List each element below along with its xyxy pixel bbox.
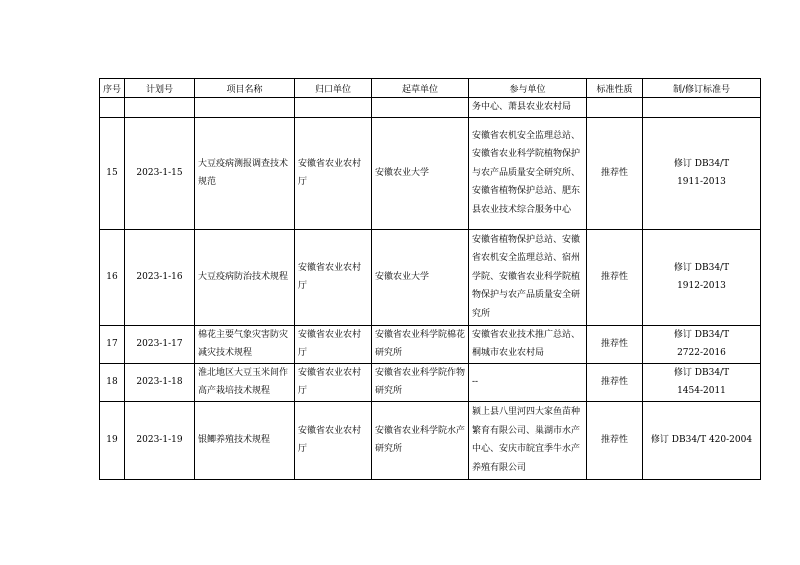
table-row (100, 363, 761, 401)
cell-empty (100, 98, 125, 118)
cell-project-name: 大豆疫病防治技术规程 (195, 229, 295, 325)
cell-empty (295, 98, 372, 118)
standard-number-line: 1454-2011 (677, 386, 726, 396)
cell-drafting-unit: 安徽省农业科学院水产研究所 (372, 401, 469, 479)
cell-standard-nature: 推荐性 (587, 325, 643, 363)
cell-drafting-unit: 安徽农业大学 (372, 117, 469, 229)
cell-participants: 安徽省植物保护总站、安徽省农机安全监理总站、宿州学院、安徽省农业科学院植物保护与农产品质量安全研究所 (469, 229, 587, 325)
cell-no: 18 (100, 363, 125, 401)
table-row (100, 117, 761, 229)
cell-participants: 务中心、萧县农业农村局 (469, 98, 587, 118)
standard-number-line: 修订 DB34/T (673, 158, 730, 169)
cell-standard-number (643, 325, 761, 363)
cell-plan-number: 2023-1-18 (125, 363, 195, 401)
cell-plan-number: 2023-1-16 (125, 229, 195, 325)
header-project-name: 项目名称 (195, 79, 295, 98)
header-responsible-dept: 归口单位 (295, 79, 372, 98)
cell-standard-nature: 推荐性 (587, 401, 643, 479)
cell-project-name: 大豆疫病测报调查技术规范 (195, 117, 295, 229)
cell-project-name: 淮北地区大豆玉米间作高产栽培技术规程 (195, 363, 295, 401)
cell-responsible-dept: 安徽省农业农村厅 (295, 363, 372, 401)
header-standard-number: 制/修订标准号 (643, 79, 761, 98)
cell-no: 16 (100, 229, 125, 325)
cell-plan-number: 2023-1-15 (125, 117, 195, 229)
cell-participants: 安徽省农业技术推广总站、桐城市农业农村局 (469, 325, 587, 363)
cell-empty (587, 98, 643, 118)
standard-number-line: 修订 DB34/T (673, 367, 730, 378)
cell-responsible-dept: 安徽省农业农村厅 (295, 325, 372, 363)
table-row (100, 229, 761, 325)
cell-drafting-unit: 安徽农业大学 (372, 229, 469, 325)
cell-participants: 安徽省农机安全监理总站、安徽省农业科学院植物保护与农产品质量安全研究所、安徽省植物保护总站、肥东县农业技术综合服务中心 (469, 117, 587, 229)
cell-responsible-dept: 安徽省农业农村厅 (295, 401, 372, 479)
cell-project-name: 银鲫养殖技术规程 (195, 401, 295, 479)
header-participating-units: 参与单位 (469, 79, 587, 98)
cell-standard-number (643, 229, 761, 325)
cell-drafting-unit: 安徽省农业科学院棉花研究所 (372, 325, 469, 363)
cell-no: 17 (100, 325, 125, 363)
header-drafting-unit: 起草单位 (372, 79, 469, 98)
cell-participants: -- (469, 363, 587, 401)
cell-project-name: 棉花主要气象灾害防灾减灾技术规程 (195, 325, 295, 363)
header-no: 序号 (100, 79, 125, 98)
table-row (100, 401, 761, 479)
cell-participants: 颍上县八里河四大家鱼苗种繁育有限公司、巢湖市水产中心、安庆市皖宜季牛水产养殖有限公司 (469, 401, 587, 479)
header-row (100, 79, 761, 98)
standard-number-line: 修订 DB34/T (673, 262, 730, 273)
cell-standard-number (643, 363, 761, 401)
cell-empty (372, 98, 469, 118)
header-plan-number: 计划号 (125, 79, 195, 98)
standard-number-line: 修订 DB34/T 420-2004 (650, 434, 753, 445)
standards-plan-table (99, 78, 761, 480)
cell-no: 19 (100, 401, 125, 479)
cell-empty (125, 98, 195, 118)
cell-empty (643, 98, 761, 118)
cell-responsible-dept: 安徽省农业农村厅 (295, 117, 372, 229)
standard-number-line: 1911-2013 (677, 177, 726, 187)
table-row (100, 325, 761, 363)
cell-standard-nature: 推荐性 (587, 363, 643, 401)
cell-no: 15 (100, 117, 125, 229)
standard-number-line: 1912-2013 (677, 281, 726, 291)
cell-standard-number (643, 117, 761, 229)
cell-standard-nature: 推荐性 (587, 117, 643, 229)
cell-drafting-unit: 安徽省农业科学院作物研究所 (372, 363, 469, 401)
cell-empty (195, 98, 295, 118)
header-standard-nature: 标准性质 (587, 79, 643, 98)
cell-standard-number (643, 401, 761, 479)
cell-responsible-dept: 安徽省农业农村厅 (295, 229, 372, 325)
cell-plan-number: 2023-1-17 (125, 325, 195, 363)
cell-standard-nature: 推荐性 (587, 229, 643, 325)
standard-number-line: 2722-2016 (677, 348, 726, 358)
standard-number-line: 修订 DB34/T (673, 329, 730, 340)
continuation-row (100, 98, 761, 118)
cell-plan-number: 2023-1-19 (125, 401, 195, 479)
